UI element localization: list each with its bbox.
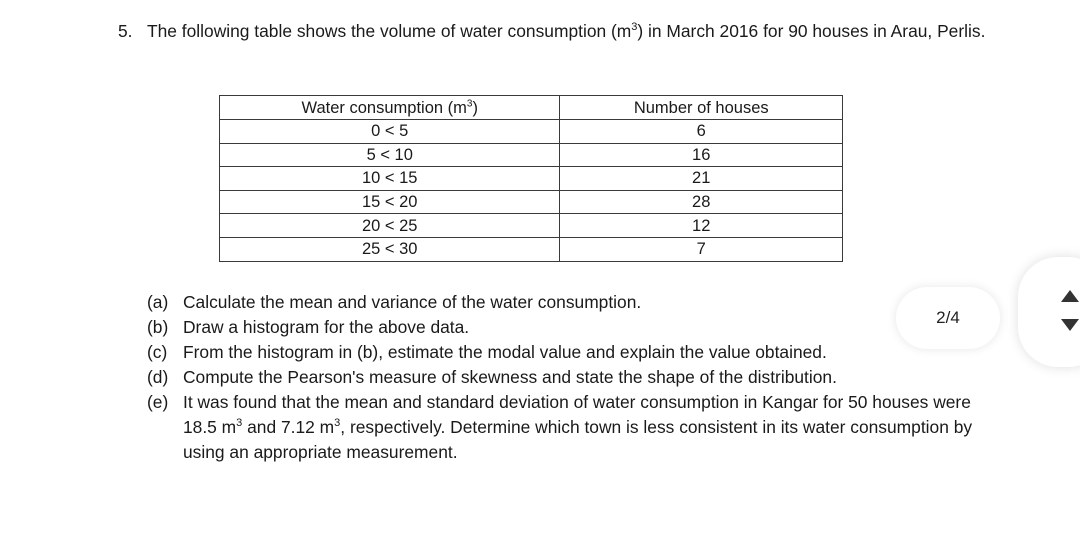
table-row bbox=[220, 167, 843, 191]
header-water-consumption bbox=[220, 96, 560, 120]
part-a bbox=[147, 290, 1007, 315]
table-header-row bbox=[220, 96, 843, 120]
range-cell: 5 < 10 bbox=[220, 143, 560, 167]
page-scroll-control bbox=[1018, 257, 1080, 367]
table-row bbox=[220, 237, 843, 261]
part-text-segment: It was found that the mean and standard deviation of water consumption in Kangar for 50 houses were 18.5 m bbox=[183, 392, 971, 437]
question-text-sup: 3 bbox=[631, 21, 638, 34]
table-row bbox=[220, 190, 843, 214]
part-text: Calculate the mean and variance of the water consumption. bbox=[183, 292, 642, 312]
part-label: (e) bbox=[147, 392, 169, 412]
question-text-part: The following table shows the volume of water consumption (m bbox=[147, 21, 632, 41]
part-label: (a) bbox=[147, 292, 169, 312]
part-text-segment: and 7.12 m bbox=[242, 417, 335, 437]
range-cell: 20 < 25 bbox=[220, 214, 560, 238]
page-indicator: 2/4 bbox=[896, 287, 1000, 349]
range-cell: 0 < 5 bbox=[220, 120, 560, 144]
header-text: Water consumption (m bbox=[301, 98, 467, 117]
part-b bbox=[147, 315, 1007, 340]
count-cell: 21 bbox=[560, 167, 843, 191]
triangle-down-icon[interactable] bbox=[1061, 319, 1079, 331]
question-text bbox=[147, 19, 997, 43]
part-text-sup: 3 bbox=[236, 417, 243, 430]
table-row bbox=[220, 214, 843, 238]
count-cell: 6 bbox=[560, 120, 843, 144]
count-cell: 16 bbox=[560, 143, 843, 167]
count-cell: 12 bbox=[560, 214, 843, 238]
question-number: 5. bbox=[118, 21, 133, 41]
header-text: ) bbox=[472, 98, 478, 117]
part-e bbox=[147, 390, 1007, 465]
header-number-of-houses: Number of houses bbox=[560, 96, 843, 120]
part-text: Compute the Pearson's measure of skewness and state the shape of the distribution. bbox=[183, 367, 837, 387]
table-row bbox=[220, 143, 843, 167]
part-text-segment: , respectively. Determine which town is less consistent in its water consumption by using an appropriate measurement. bbox=[183, 417, 973, 462]
table-row bbox=[220, 120, 843, 144]
range-cell: 25 < 30 bbox=[220, 237, 560, 261]
part-text: From the histogram in (b), estimate the modal value and explain the value obtained. bbox=[183, 342, 827, 362]
part-label: (c) bbox=[147, 342, 168, 362]
part-text-sup: 3 bbox=[334, 417, 341, 430]
part-label: (b) bbox=[147, 317, 169, 337]
part-d bbox=[147, 365, 1007, 390]
triangle-up-icon[interactable] bbox=[1061, 290, 1079, 302]
range-cell: 15 < 20 bbox=[220, 190, 560, 214]
question-parts bbox=[147, 290, 1007, 465]
count-cell: 7 bbox=[560, 237, 843, 261]
water-consumption-table bbox=[219, 95, 843, 262]
part-text: Draw a histogram for the above data. bbox=[183, 317, 470, 337]
count-cell: 28 bbox=[560, 190, 843, 214]
question-text-part: ) in March 2016 for 90 houses in Arau, Perlis. bbox=[637, 21, 986, 41]
range-cell: 10 < 15 bbox=[220, 167, 560, 191]
part-label: (d) bbox=[147, 367, 169, 387]
part-text bbox=[183, 392, 972, 462]
part-c bbox=[147, 340, 1007, 365]
header-sup: 3 bbox=[466, 98, 473, 109]
